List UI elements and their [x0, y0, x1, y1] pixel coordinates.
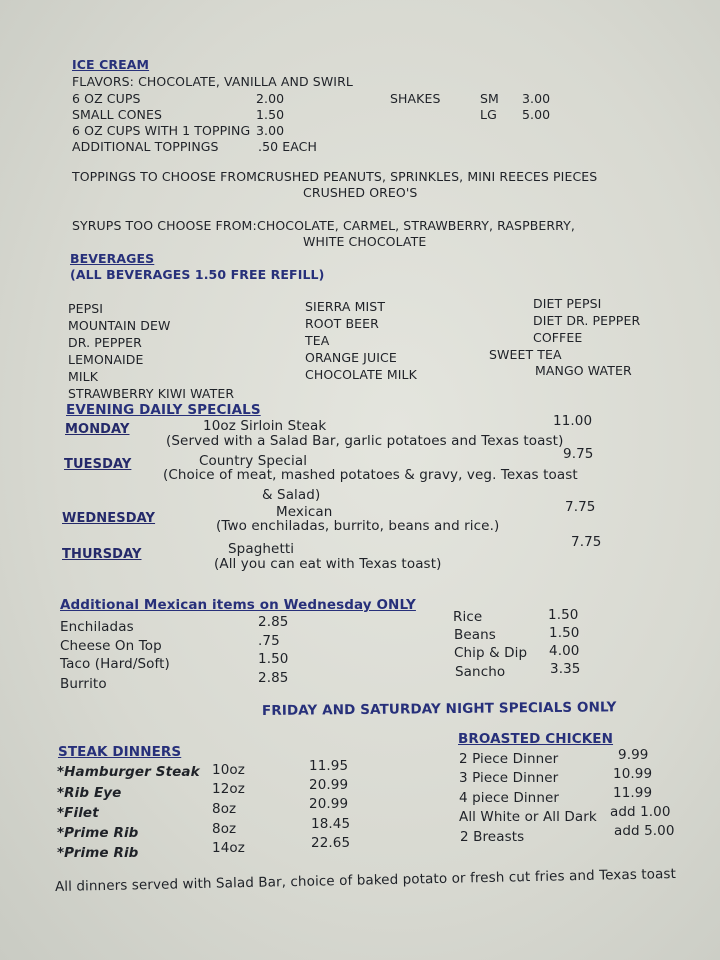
menu-item-price: 3.00: [256, 123, 285, 138]
menu-item-name: Burrito: [60, 676, 107, 692]
menu-item-size: 14oz: [212, 840, 245, 856]
beverage-item: DIET PEPSI: [533, 296, 602, 311]
broasted-chicken-heading: BROASTED CHICKEN: [458, 731, 614, 747]
shake-size: SM: [480, 91, 499, 106]
menu-item-name: Sancho: [455, 664, 506, 680]
special-price: 9.75: [563, 446, 594, 462]
menu-item-price: 20.99: [309, 777, 349, 793]
menu-item-price: add 5.00: [614, 823, 675, 839]
menu-item-price: add 1.00: [610, 804, 671, 820]
menu-item-name: Rice: [453, 609, 483, 625]
special-description: (Choice of meat, mashed potatoes & gravy, veg. Texas toast: [163, 467, 578, 483]
special-description-cont: & Salad): [262, 487, 321, 503]
dinners-footer-note: All dinners served with Salad Bar, choice of baked potato or fresh cut fries and Texas toast: [54, 865, 677, 895]
menu-item-name: SMALL CONES: [72, 107, 163, 122]
menu-item-price: 2.85: [258, 614, 289, 630]
menu-item-name: 2 Piece Dinner: [459, 751, 559, 767]
beverage-item: PEPSI: [68, 301, 104, 316]
beverage-item: COFFEE: [533, 330, 583, 345]
menu-item-name: 2 Breasts: [460, 829, 525, 845]
menu-item-price: 22.65: [311, 835, 351, 851]
shake-size: LG: [480, 107, 497, 122]
menu-item-name: 6 OZ CUPS: [72, 91, 141, 106]
menu-item-price: 11.95: [309, 758, 349, 774]
syrups-list: CHOCOLATE, CARMEL, STRAWBERRY, RASPBERRY,: [257, 218, 575, 233]
syrups-list-cont: WHITE CHOCOLATE: [303, 234, 427, 249]
menu-item-price: 11.99: [613, 785, 653, 801]
menu-item-name: 4 piece Dinner: [459, 790, 560, 806]
menu-item-name: 6 OZ CUPS WITH 1 TOPPING: [72, 123, 251, 138]
weekend-specials-heading: FRIDAY AND SATURDAY NIGHT SPECIALS ONLY: [261, 699, 617, 719]
menu-item-price: 4.00: [549, 643, 580, 659]
menu-item-price: 3.35: [550, 661, 581, 677]
beverage-item: MOUNTAIN DEW: [68, 318, 171, 333]
beverage-item: LEMONAIDE: [68, 352, 144, 367]
toppings-list: CRUSHED PEANUTS, SPRINKLES, MINI REECES PIECES: [257, 169, 598, 184]
menu-item-price: 9.99: [618, 747, 649, 763]
menu-item-price: 1.50: [548, 607, 579, 623]
shakes-label: SHAKES: [390, 91, 441, 106]
day-label: TUESDAY: [64, 457, 132, 472]
day-label: THURSDAY: [62, 547, 142, 562]
menu-item-price: 1.50: [549, 625, 580, 641]
menu-item-size: 12oz: [212, 781, 245, 797]
menu-item-name: *Prime Rib: [57, 845, 139, 861]
beverage-item: TEA: [305, 333, 330, 348]
steak-dinners-heading: STEAK DINNERS: [58, 744, 182, 760]
menu-item-price: 2.85: [258, 670, 289, 686]
menu-item-price: 10.99: [613, 766, 653, 782]
beverage-item: MILK: [68, 369, 99, 384]
special-price: 11.00: [553, 413, 593, 429]
day-label: WEDNESDAY: [62, 511, 156, 526]
beverage-item: STRAWBERRY KIWI WATER: [68, 386, 235, 401]
menu-item-name: 3 Piece Dinner: [459, 770, 559, 786]
beverage-item: ORANGE JUICE: [305, 350, 397, 365]
beverage-item: DIET DR. PEPPER: [533, 313, 641, 328]
menu-item-name: ADDITIONAL TOPPINGS: [72, 139, 219, 154]
day-label: MONDAY: [65, 422, 130, 437]
special-description: (Two enchiladas, burrito, beans and rice.): [216, 518, 500, 534]
menu-item-price: 1.50: [258, 651, 289, 667]
menu-item-price: .50 EACH: [258, 139, 318, 154]
mexican-heading: Additional Mexican items on Wednesday ONLY: [60, 597, 416, 613]
special-dish: 10oz Sirloin Steak: [203, 418, 327, 434]
special-description: (Served with a Salad Bar, garlic potatoes and Texas toast): [166, 433, 564, 449]
menu-item-name: All White or All Dark: [459, 809, 597, 825]
beverage-item: ROOT BEER: [305, 316, 379, 331]
shake-price: 5.00: [522, 107, 551, 122]
special-description: (All you can eat with Texas toast): [214, 556, 442, 572]
menu-item-name: Cheese On Top: [60, 638, 162, 654]
menu-item-name: Taco (Hard/Soft): [60, 656, 170, 672]
ice-cream-flavors: FLAVORS: CHOCOLATE, VANILLA AND SWIRL: [72, 74, 353, 89]
menu-item-name: *Prime Rib: [57, 825, 139, 841]
menu-item-price: 20.99: [309, 796, 349, 812]
menu-item-price: 2.00: [256, 91, 285, 106]
toppings-label: TOPPINGS TO CHOOSE FROM:: [72, 169, 262, 184]
menu-item-price: .75: [258, 633, 280, 649]
menu-item-price: 18.45: [311, 816, 351, 832]
syrups-label: SYRUPS TOO CHOOSE FROM:: [72, 218, 257, 233]
beverage-item: SIERRA MIST: [305, 299, 386, 314]
special-price: 7.75: [571, 534, 602, 550]
beverages-heading: BEVERAGES: [70, 251, 155, 266]
special-dish: Country Special: [199, 453, 308, 469]
shake-price: 3.00: [522, 91, 551, 106]
beverage-item: MANGO WATER: [535, 363, 632, 378]
menu-item-size: 8oz: [212, 821, 237, 837]
menu-item-size: 8oz: [212, 801, 237, 817]
menu-item-name: Chip & Dip: [454, 645, 528, 661]
special-dish: Mexican: [276, 504, 333, 520]
ice-cream-heading: ICE CREAM: [72, 57, 150, 72]
beverage-item: DR. PEPPER: [68, 335, 142, 350]
special-price: 7.75: [565, 499, 596, 515]
beverage-item: CHOCOLATE MILK: [305, 367, 417, 382]
evening-specials-heading: EVENING DAILY SPECIALS: [66, 402, 261, 418]
special-dish: Spaghetti: [228, 541, 295, 557]
toppings-list-cont: CRUSHED OREO'S: [303, 185, 418, 200]
menu-item-name: *Hamburger Steak: [57, 764, 200, 780]
menu-item-size: 10oz: [212, 762, 245, 778]
menu-item-name: *Filet: [57, 805, 99, 821]
beverage-item: SWEET TEA: [489, 347, 562, 362]
menu-item-price: 1.50: [256, 107, 285, 122]
menu-item-name: Enchiladas: [60, 619, 134, 635]
beverages-subtitle: (ALL BEVERAGES 1.50 FREE REFILL): [70, 267, 325, 282]
menu-item-name: *Rib Eye: [57, 785, 122, 801]
menu-item-name: Beans: [454, 627, 496, 643]
